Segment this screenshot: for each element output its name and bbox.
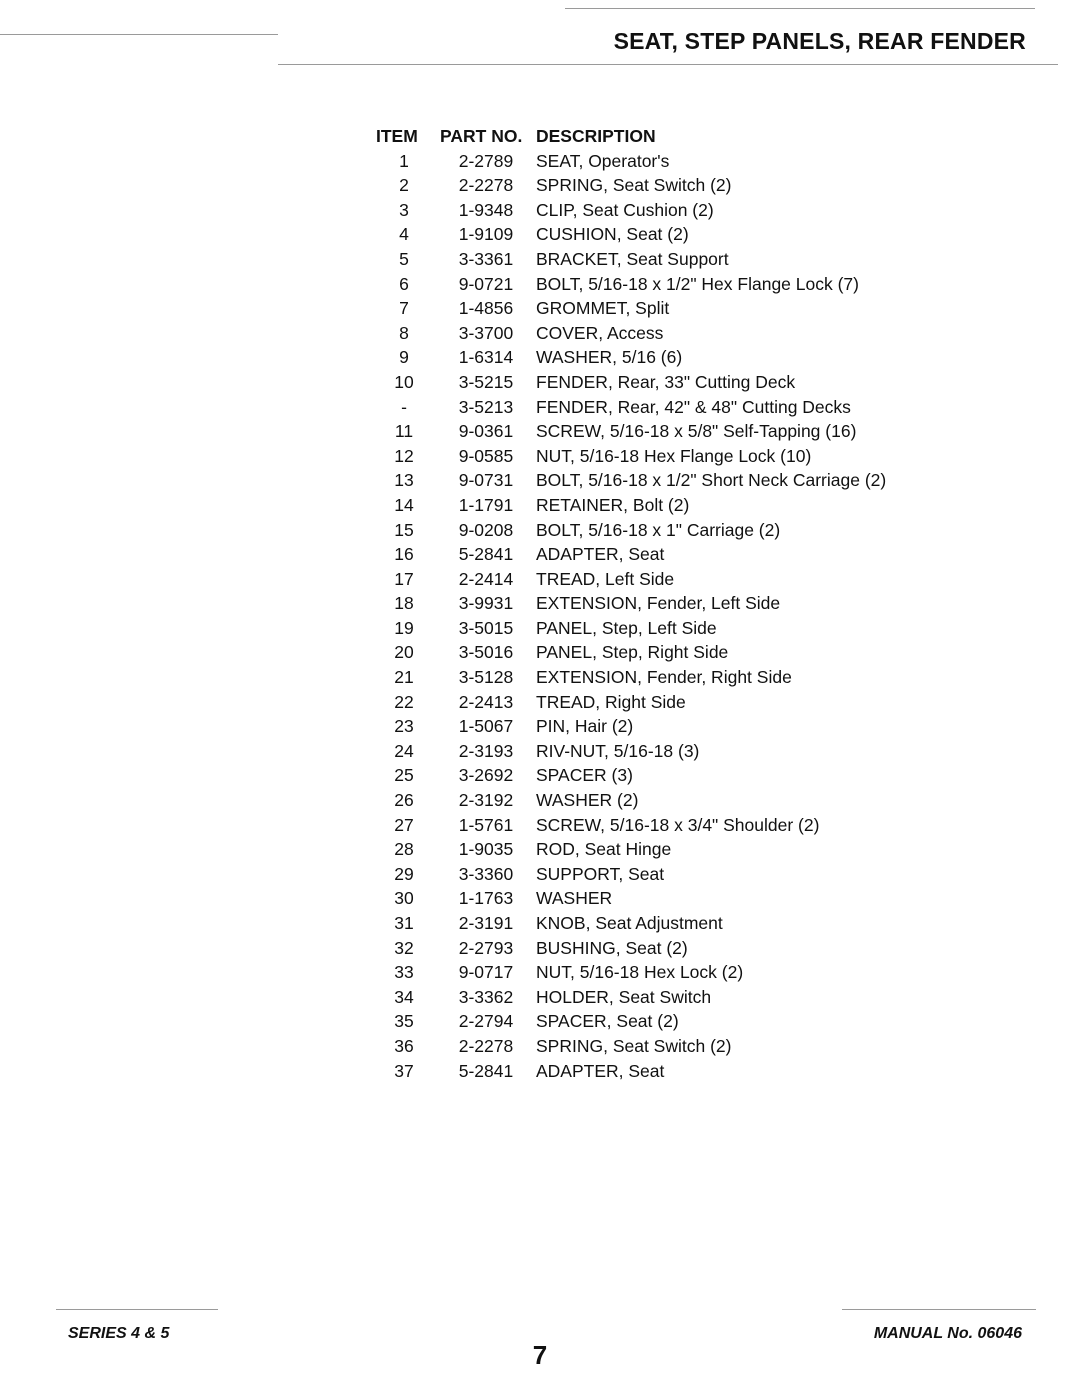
part-number: 1-5761: [458, 814, 514, 835]
part-number: 2-2278: [458, 175, 514, 196]
part-description: BRACKET, Seat Support: [536, 248, 729, 269]
table-row: [372, 173, 886, 198]
item-number: 21: [394, 667, 414, 688]
table-row: [372, 395, 886, 420]
table-row: [372, 985, 886, 1010]
item-number: 1: [399, 150, 409, 171]
part-number: 9-0208: [458, 519, 514, 540]
item-number: 4: [399, 224, 409, 245]
part-number: 1-5067: [458, 716, 514, 737]
part-description: SPRING, Seat Switch (2): [536, 1035, 732, 1056]
part-description: EXTENSION, Fender, Left Side: [536, 593, 781, 614]
table-row: [372, 862, 886, 887]
table-row: [372, 222, 886, 247]
part-description: FENDER, Rear, 33" Cutting Deck: [536, 371, 796, 392]
item-number: 30: [394, 888, 414, 909]
table-row: [372, 1009, 886, 1034]
part-description: NUT, 5/16-18 Hex Flange Lock (10): [536, 445, 812, 466]
part-number: 3-9931: [458, 593, 514, 614]
parts-table: [372, 124, 886, 1083]
part-number: 2-2794: [458, 1011, 514, 1032]
part-description: ADAPTER, Seat: [536, 1060, 665, 1081]
table-row: [372, 345, 886, 370]
item-number: 6: [399, 273, 409, 294]
item-number: 13: [394, 470, 414, 491]
table-row: [372, 247, 886, 272]
table-row: [372, 198, 886, 223]
item-number: 22: [394, 691, 414, 712]
header-item: ITEM: [376, 126, 418, 146]
table-row: [372, 640, 886, 665]
table-row: [372, 1034, 886, 1059]
part-description: RIV-NUT, 5/16-18 (3): [536, 740, 700, 761]
part-number: 2-2414: [458, 568, 514, 589]
table-row: [372, 813, 886, 838]
part-number: 1-9035: [458, 839, 514, 860]
item-number: 24: [394, 740, 414, 761]
part-description: WASHER, 5/16 (6): [536, 347, 683, 368]
item-number: 8: [399, 322, 409, 343]
item-number: 26: [394, 790, 414, 811]
part-number: 3-3360: [458, 863, 514, 884]
table-row: [372, 321, 886, 346]
part-number: 9-0361: [458, 421, 514, 442]
part-description: BOLT, 5/16-18 x 1/2" Short Neck Carriage (2): [536, 470, 887, 491]
part-description: TREAD, Right Side: [536, 691, 686, 712]
part-description: SCREW, 5/16-18 x 3/4" Shoulder (2): [536, 814, 820, 835]
table-row: [372, 960, 886, 985]
table-row: [372, 591, 886, 616]
item-number: 34: [394, 986, 414, 1007]
table-row: [372, 370, 886, 395]
table-row: [372, 911, 886, 936]
part-description: HOLDER, Seat Switch: [536, 986, 712, 1007]
page-title: SEAT, STEP PANELS, REAR FENDER: [613, 28, 1026, 54]
table-row: [372, 788, 886, 813]
part-description: PANEL, Step, Right Side: [536, 642, 729, 663]
table-row: [372, 665, 886, 690]
item-number: 10: [394, 371, 414, 392]
part-description: SPRING, Seat Switch (2): [536, 175, 732, 196]
item-number: 19: [394, 617, 414, 638]
part-description: SEAT, Operator's: [536, 150, 670, 171]
item-number: 12: [394, 445, 414, 466]
part-description: BUSHING, Seat (2): [536, 937, 688, 958]
table-row: [372, 837, 886, 862]
table-row: [372, 444, 886, 469]
part-description: BOLT, 5/16-18 x 1" Carriage (2): [536, 519, 781, 540]
item-number: 36: [394, 1035, 414, 1056]
part-description: GROMMET, Split: [536, 298, 670, 319]
table-row: [372, 936, 886, 961]
item-number: 25: [394, 765, 414, 786]
item-number: 37: [394, 1060, 414, 1081]
item-number: 29: [394, 863, 414, 884]
item-number: 32: [394, 937, 414, 958]
part-number: 1-1791: [458, 494, 514, 515]
part-description: CUSHION, Seat (2): [536, 224, 689, 245]
part-number: 5-2841: [458, 544, 514, 565]
part-number: 3-3362: [458, 986, 514, 1007]
part-description: EXTENSION, Fender, Right Side: [536, 667, 792, 688]
part-description: SCREW, 5/16-18 x 5/8" Self-Tapping (16): [536, 421, 857, 442]
part-number: 9-0721: [458, 273, 514, 294]
part-number: 3-3700: [458, 322, 514, 343]
header-description: DESCRIPTION: [536, 126, 656, 146]
part-number: 1-4856: [458, 298, 514, 319]
footer-rule-left: [56, 1309, 218, 1310]
item-number: 16: [394, 544, 414, 565]
item-number: 14: [394, 494, 414, 515]
part-description: SPACER, Seat (2): [536, 1011, 679, 1032]
table-row: [372, 518, 886, 543]
item-number: 5: [399, 248, 409, 269]
table-row: [372, 468, 886, 493]
part-description: PANEL, Step, Left Side: [536, 617, 717, 638]
part-description: PIN, Hair (2): [536, 716, 634, 737]
part-number: 3-2692: [458, 765, 514, 786]
table-row: [372, 493, 886, 518]
part-number: 3-5215: [458, 371, 514, 392]
table-row: [372, 886, 886, 911]
item-number: 31: [394, 913, 414, 933]
item-number: 11: [394, 421, 414, 442]
part-number: 3-3361: [458, 248, 514, 269]
table-row: [372, 272, 886, 297]
table-row: [372, 690, 886, 715]
part-number: 2-2278: [458, 1035, 514, 1056]
top-rule-left: [0, 34, 278, 35]
part-number: 3-5128: [458, 667, 514, 688]
item-number: 17: [394, 568, 414, 589]
part-description: BOLT, 5/16-18 x 1/2" Hex Flange Lock (7): [536, 273, 859, 294]
part-number: 9-0717: [458, 962, 514, 983]
table-row: [372, 616, 886, 641]
table-row: [372, 149, 886, 174]
part-number: 9-0731: [458, 470, 514, 491]
table-row: [372, 567, 886, 592]
part-number: 5-2841: [458, 1060, 514, 1081]
item-number: 20: [394, 642, 414, 663]
part-description: WASHER (2): [536, 790, 639, 811]
item-number: 7: [399, 298, 409, 319]
page-number: 7: [532, 1340, 548, 1370]
item-number: 27: [394, 814, 414, 835]
header-part-no: PART NO.: [440, 126, 523, 146]
part-number: 2-3192: [458, 790, 514, 811]
table-row: [372, 1059, 886, 1084]
footer-series: SERIES 4 & 5: [68, 1325, 170, 1342]
part-description: ADAPTER, Seat: [536, 544, 665, 565]
item-number: 9: [399, 347, 409, 368]
table-row: [372, 296, 886, 321]
part-description: FENDER, Rear, 42" & 48" Cutting Decks: [536, 396, 851, 417]
table-body: [372, 149, 886, 1084]
item-number: 2: [399, 175, 409, 196]
table-row: [372, 739, 886, 764]
item-number: 15: [394, 519, 414, 540]
part-description: KNOB, Seat Adjustment: [536, 913, 723, 933]
part-number: 2-3191: [458, 913, 514, 933]
part-description: NUT, 5/16-18 Hex Lock (2): [536, 962, 744, 983]
part-number: 1-9348: [458, 199, 514, 220]
item-number: 33: [394, 962, 414, 983]
item-number: 3: [399, 199, 409, 220]
table-row: [372, 714, 886, 739]
item-number: 18: [394, 593, 414, 614]
item-number: 35: [394, 1011, 414, 1032]
part-description: ROD, Seat Hinge: [536, 839, 672, 860]
part-number: 2-3193: [458, 740, 514, 761]
top-rule-right: [565, 8, 1035, 9]
item-number: -: [401, 396, 407, 417]
part-number: 1-6314: [458, 347, 514, 368]
part-number: 2-2413: [458, 691, 514, 712]
part-description: SUPPORT, Seat: [536, 863, 665, 884]
footer-manual-number: MANUAL No. 06046: [873, 1325, 1022, 1342]
part-number: 2-2789: [458, 150, 514, 171]
part-number: 3-5213: [458, 396, 514, 417]
part-description: COVER, Access: [536, 322, 664, 343]
table-row: [372, 542, 886, 567]
part-description: RETAINER, Bolt (2): [536, 494, 690, 515]
table-header-row: [372, 124, 886, 149]
part-number: 1-1763: [458, 888, 514, 909]
part-description: SPACER (3): [536, 765, 633, 786]
part-number: 3-5016: [458, 642, 514, 663]
footer-rule-right: [842, 1309, 1036, 1310]
item-number: 23: [394, 716, 414, 737]
part-number: 2-2793: [458, 937, 514, 958]
table-row: [372, 763, 886, 788]
table-row: [372, 419, 886, 444]
part-number: 3-5015: [458, 617, 514, 638]
item-number: 28: [394, 839, 414, 860]
title-underline: [278, 64, 1058, 65]
part-description: WASHER: [536, 888, 613, 909]
part-number: 1-9109: [458, 224, 514, 245]
part-number: 9-0585: [458, 445, 514, 466]
part-description: CLIP, Seat Cushion (2): [536, 199, 714, 220]
part-description: TREAD, Left Side: [536, 568, 675, 589]
